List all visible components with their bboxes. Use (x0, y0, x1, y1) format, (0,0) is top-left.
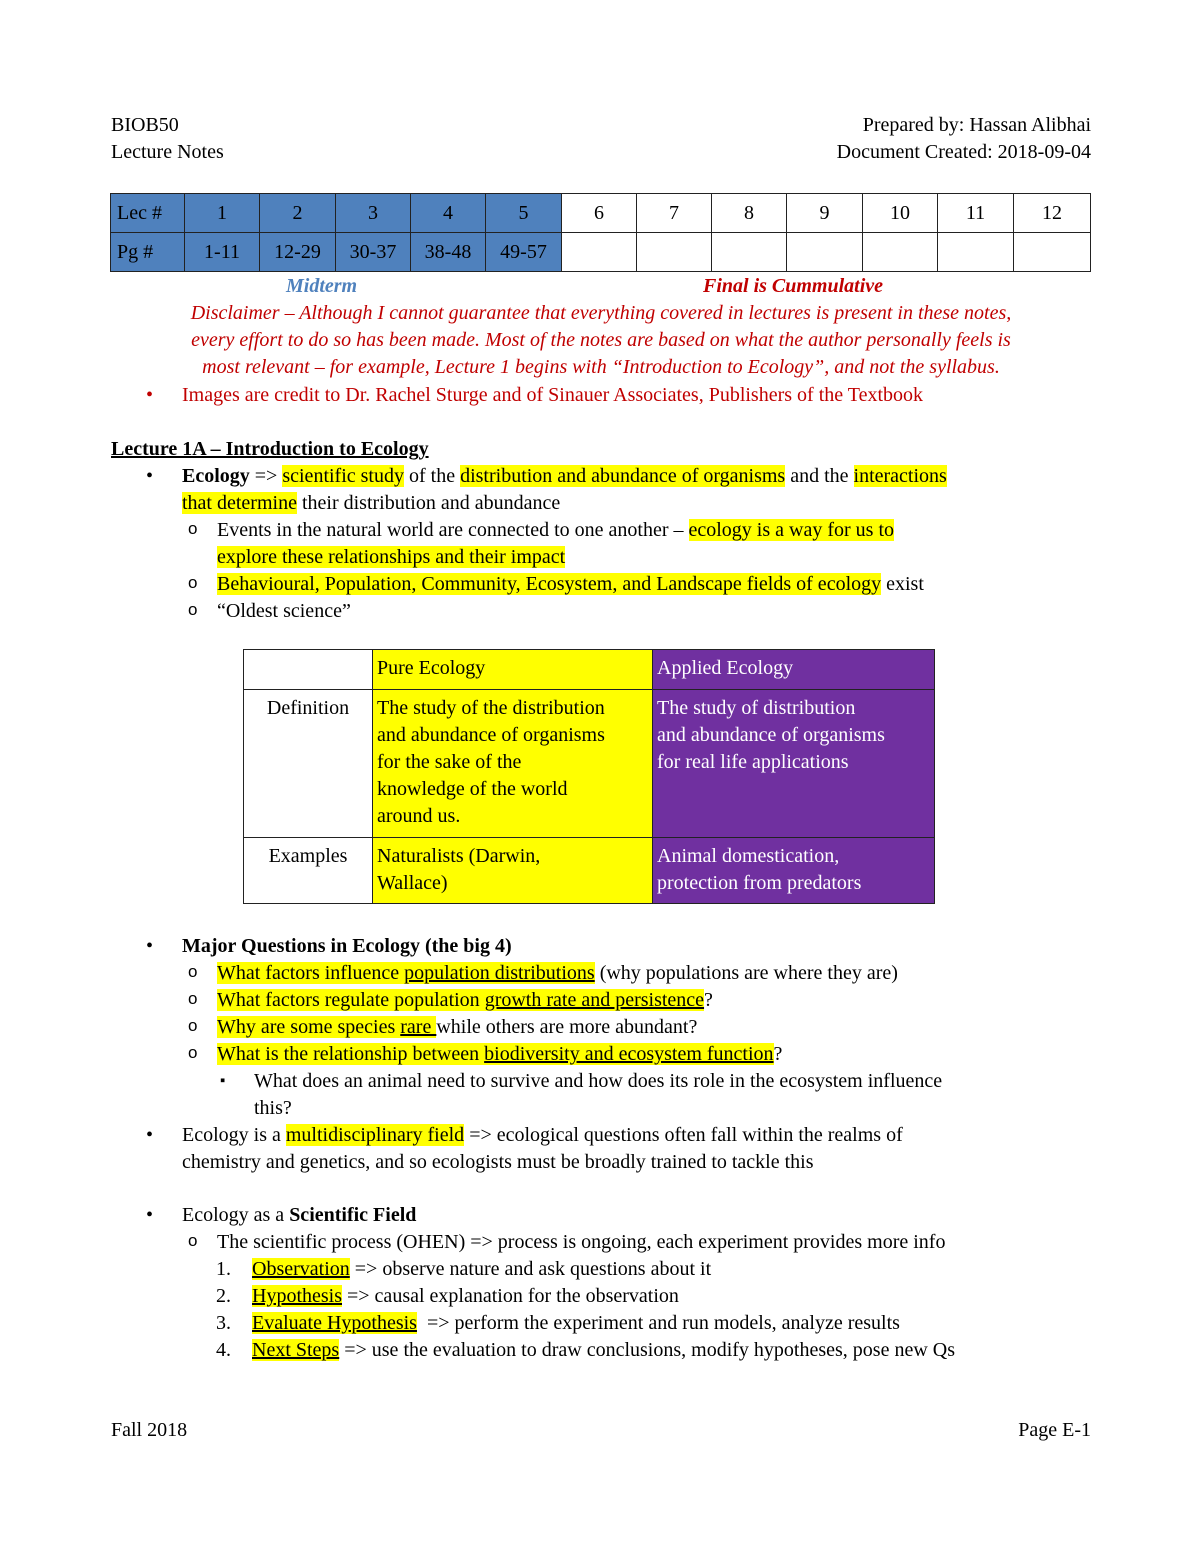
footer-term: Fall 2018 (111, 1419, 188, 1441)
body-text: What does an animal need to survive and how does its role in the ecosystem influence (254, 1070, 943, 1092)
pg-cell: 1-11 (185, 233, 260, 272)
body-text: => causal explanation for the observation (342, 1285, 679, 1307)
ecology-comparison-table (243, 649, 935, 904)
pure-definition (373, 690, 653, 838)
midterm-label: Midterm (286, 275, 358, 297)
body-text: ? (704, 989, 713, 1011)
course-code: BIOB50 (111, 114, 179, 136)
body-text: “Oldest science” (217, 600, 351, 622)
ecology-term: Ecology (182, 465, 250, 487)
cell-line: Animal domestication, (657, 845, 840, 867)
body-text: chemistry and genetics, and so ecologists must be broadly trained to tackle this (182, 1151, 814, 1173)
highlight-text: distribution and abundance of organisms (460, 465, 786, 487)
multidisciplinary-item (111, 1122, 1101, 1176)
body-text: exist (881, 573, 924, 595)
body-text: => observe nature and ask questions about it (349, 1258, 712, 1280)
highlight-text: What is the relationship between (217, 1043, 485, 1065)
highlight-text: ecology is a way for us to (688, 519, 895, 541)
lec-cell: 10 (863, 194, 938, 233)
highlight-text: biodiversity and ecosystem function (484, 1043, 774, 1065)
fields-item (111, 571, 1101, 598)
body-text: their distribution and abundance (296, 492, 561, 514)
body-text: of the (403, 465, 461, 487)
arrow-text: => (249, 465, 283, 487)
question-item (111, 960, 1101, 987)
lec-cell: 6 (562, 194, 637, 233)
pure-ecology-header: Pure Ecology (373, 650, 653, 690)
highlight-text: What factors influence (217, 962, 405, 984)
cell-line: and abundance of organisms (377, 724, 605, 746)
pg-cell (863, 233, 938, 272)
credit-bullet: • (146, 384, 154, 406)
lec-cell: 11 (938, 194, 1014, 233)
lec-cell: 8 (712, 194, 787, 233)
highlight-text: Why are some species (217, 1016, 401, 1038)
question-item (111, 1041, 1101, 1068)
applied-ecology-header: Applied Ecology (653, 650, 935, 690)
questions-title-item (111, 933, 1101, 960)
highlight-text: Next Steps (252, 1339, 340, 1361)
step-item (111, 1337, 1101, 1364)
lecture-number-row (111, 194, 1091, 233)
body-text: Events in the natural world are connected to one another – (217, 519, 689, 541)
highlight-text: rare (400, 1016, 437, 1038)
image-credit: Images are credit to Dr. Rachel Sturge and of Sinauer Associates, Publishers of the Textbook (182, 384, 924, 406)
body-text: => ecological questions often fall within the realms of (464, 1124, 903, 1146)
pg-cell (637, 233, 712, 272)
definition-row (244, 690, 935, 838)
scientific-field-item (111, 1202, 1101, 1229)
highlight-text: multidisciplinary field (285, 1124, 465, 1146)
lec-label: Lec # (111, 194, 185, 233)
body-text: => perform the experiment and run models, analyze results (416, 1312, 900, 1334)
lec-cell: 7 (637, 194, 712, 233)
pg-cell (787, 233, 863, 272)
applied-definition (653, 690, 935, 838)
cell-line: The study of the distribution (377, 697, 605, 719)
prepared-by: Prepared by: Hassan Alibhai (862, 114, 1091, 136)
lec-cell: 2 (260, 194, 336, 233)
pg-cell: 12-29 (260, 233, 336, 272)
cell-line: The study of distribution (657, 697, 856, 719)
step-number: 4. (216, 1339, 231, 1361)
questions-section (111, 933, 1101, 1176)
pg-cell (562, 233, 637, 272)
disclaimer-line: most relevant – for example, Lecture 1 begins with “Introduction to Ecology”, and not the syllabus. (202, 356, 1000, 378)
highlight-text: explore these relationships and their impact (217, 546, 566, 568)
step-item (111, 1310, 1101, 1337)
cell-line: for real life applications (657, 751, 849, 773)
ecology-definition (111, 463, 1101, 517)
lec-cell: 9 (787, 194, 863, 233)
step-item (111, 1283, 1101, 1310)
highlight-text: population distributions (404, 962, 595, 984)
body-text: The scientific process (OHEN) => process is ongoing, each experiment provides more info (217, 1231, 946, 1253)
body-text: ? (773, 1043, 783, 1065)
sub-question-item (111, 1068, 1101, 1122)
document-type: Lecture Notes (111, 141, 224, 163)
lec-cell: 5 (486, 194, 562, 233)
pg-cell: 49-57 (486, 233, 562, 272)
step-number: 1. (216, 1258, 231, 1280)
empty-cell (244, 650, 373, 690)
pg-cell (712, 233, 787, 272)
highlight-text: Evaluate Hypothesis (252, 1312, 417, 1334)
footer-page-number: Page E-1 (1018, 1419, 1091, 1441)
lec-cell: 3 (336, 194, 411, 233)
body-text: this? (254, 1097, 292, 1119)
disclaimer-line: Disclaimer – Although I cannot guarantee that everything covered in lectures is present in these notes, (190, 302, 1012, 324)
events-item (111, 517, 1101, 571)
pg-cell: 38-48 (411, 233, 486, 272)
step-number: 2. (216, 1285, 231, 1307)
cell-line: knowledge of the world (377, 778, 568, 800)
cell-line: and abundance of organisms (657, 724, 885, 746)
highlight-text: Observation (252, 1258, 350, 1280)
body-text: Ecology as a (182, 1204, 290, 1226)
highlight-text: interactions (853, 465, 947, 487)
lecture-section (111, 436, 1101, 625)
examples-row (244, 838, 935, 904)
definition-label: Definition (244, 690, 373, 838)
pg-cell: 30-37 (336, 233, 411, 272)
process-item (111, 1229, 1101, 1256)
disclaimer-line: every effort to do so has been made. Most of the notes are based on what the author personally feels is (191, 329, 1011, 351)
highlight-text: scientific study (282, 465, 404, 487)
question-item (111, 1014, 1101, 1041)
questions-title: Major Questions in Ecology (the big 4) (182, 935, 512, 957)
question-item (111, 987, 1101, 1014)
lec-cell: 4 (411, 194, 486, 233)
cell-line: Wallace) (377, 872, 448, 894)
step-item (111, 1256, 1101, 1283)
body-text: while others are more abundant? (436, 1016, 698, 1038)
cell-line: around us. (377, 805, 461, 827)
pg-cell (1014, 233, 1091, 272)
created-date: Document Created: 2018-09-04 (836, 141, 1091, 163)
pure-examples (373, 838, 653, 904)
section-title: Lecture 1A – Introduction to Ecology (111, 438, 429, 460)
document-footer (111, 1417, 1091, 1444)
bold-text: Scientific Field (289, 1204, 417, 1226)
highlight-text: Hypothesis (252, 1285, 342, 1307)
highlight-text: that determine (182, 492, 297, 514)
step-number: 3. (216, 1312, 231, 1334)
table-header-row (244, 650, 935, 690)
body-text: and the (785, 465, 854, 487)
highlight-text: growth rate and persistence (484, 989, 705, 1011)
pg-cell (938, 233, 1014, 272)
examples-label: Examples (244, 838, 373, 904)
document-header (111, 112, 1091, 166)
applied-examples (653, 838, 935, 904)
body-text: => use the evaluation to draw conclusions, modify hypotheses, pose new Qs (339, 1339, 955, 1361)
cell-line: protection from predators (657, 872, 862, 894)
oldest-science-item (111, 598, 1101, 625)
page-range-row (111, 233, 1091, 272)
cell-line: Naturalists (Darwin, (377, 845, 541, 867)
body-text: Ecology is a (182, 1124, 286, 1146)
cell-line: for the sake of the (377, 751, 522, 773)
final-label: Final is Cummulative (703, 275, 884, 297)
highlight-text: Behavioural, Population, Community, Ecosystem, and Landscape fields of ecology (217, 573, 882, 595)
body-text: (why populations are where they are) (594, 962, 898, 984)
lecture-page-table (110, 193, 1091, 272)
lec-cell: 1 (185, 194, 260, 233)
highlight-text: What factors regulate population (217, 989, 485, 1011)
pg-label: Pg # (111, 233, 185, 272)
scientific-field-section (111, 1202, 1101, 1364)
lec-cell: 12 (1014, 194, 1091, 233)
